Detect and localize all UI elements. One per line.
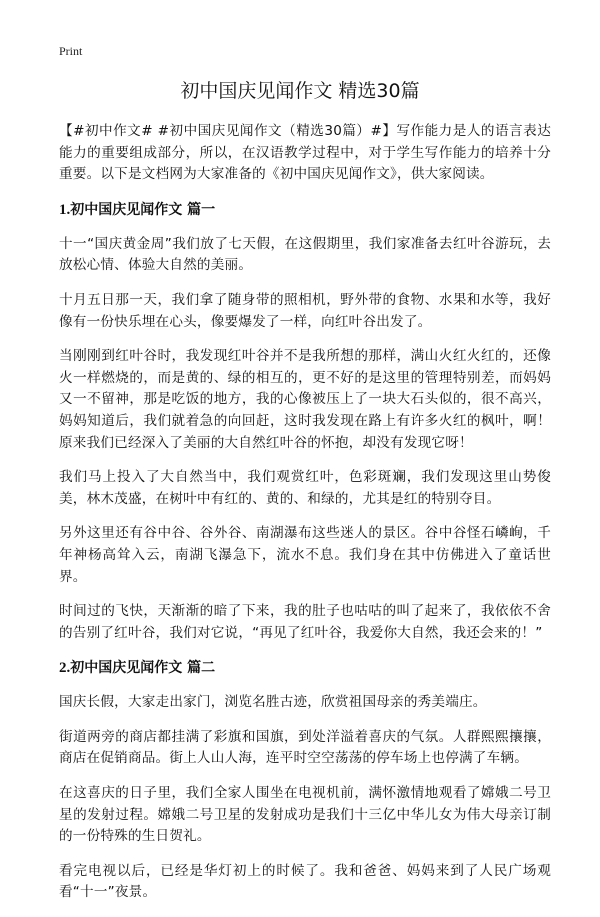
article-body: [59, 121, 551, 917]
section-number: 2.: [59, 660, 71, 677]
paragraph: 国庆长假，大家走出家门，浏览名胜古迹，欣赏祖国母亲的秀美端庄。: [59, 694, 487, 711]
section-number: 1.: [59, 201, 71, 218]
paragraph: 十一“国庆黄金周”我们放了七天假，在这假期里，我们家准备去红叶谷游玩，去放松心情、体验大自然的美丽。: [59, 235, 551, 274]
paragraph: 街道两旁的商店都挂满了彩旗和国旗，到处洋溢着喜庆的气氛。人群熙熙攘攘，商店在促销商品。街上人山人海，连平时空空荡荡的停车场上也停满了车辆。: [59, 728, 551, 767]
paragraph: 我们马上投入了大自然当中，我们观赏红叶，色彩斑斓，我们发现这里山势俊美，林木茂盛，在树叶中有红的、黄的、和绿的，尤其是红的特别夺目。: [59, 469, 551, 507]
paragraph: 十月五日那一天，我们拿了随身带的照相机，野外带的食物、水果和水等，我好像有一份快乐埋在心头，像要爆发了一样，向红叶谷出发了。: [59, 291, 551, 330]
paragraph: 当刚刚到红叶谷时，我发现红叶谷并不是我所想的那样，满山火红火红的，还像火一样燃烧的，而是黄的、绿的相互的，更不好的是这里的管理特别差，而妈妈又一不留神，那是吃饭的地方，我的心像被压上了一块大石头似的，很不高兴，妈妈知道后，我们就着急的向回赶，这时我发现在路上有许多火红的枫叶，啊！原来我们已经深入了美丽的大自然红叶谷的怀抱，却没有发现它呀！: [59, 348, 551, 451]
page-title: 初中国庆见闻作文 精选30篇: [180, 80, 420, 102]
paragraph: 看完电视以后，已经是华灯初上的时候了。我和爸爸、妈妈来到了人民广场观看“十一”夜景。: [59, 862, 551, 901]
section-heading: [59, 199, 551, 221]
section-title: 初中国庆见闻作文 篇二: [70, 660, 216, 677]
paragraph: 时间过的飞快，天渐渐的暗了下来，我的肚子也咕咕的叫了起来了，我依依不舍的告别了红叶谷，我们对它说，“再见了红叶谷，我爱你大自然，我还会来的！”: [59, 603, 551, 641]
paragraph: 另外这里还有谷中谷、谷外谷、南湖瀑布这些迷人的景区。谷中谷怪石嶙峋，千年神杨高耸入云，南湖飞瀑急下，流水不息。我们身在其中仿佛进入了童话世界。: [59, 525, 551, 585]
print-label[interactable]: Print: [59, 44, 83, 58]
paragraph: 在这喜庆的日子里，我们全家人围坐在电视机前，满怀激情地观看了嫦娥二号卫星的发射过程。嫦娥二号卫星的发射成功是我们十三亿中华儿女为伟大母亲订制的一份特殊的生日贺礼。: [59, 785, 551, 845]
section-title: 初中国庆见闻作文 篇一: [70, 201, 216, 218]
intro-paragraph: 【#初中作文# #初中国庆见闻作文（精选30篇）#】写作能力是人的语言表达能力的重要组成部分，所以，在汉语教学过程中，对于学生写作能力的培养十分重要。以下是文档网为大家准备的《初中国庆见闻作文》，供大家阅读。: [59, 123, 551, 183]
section-heading: [59, 657, 551, 679]
